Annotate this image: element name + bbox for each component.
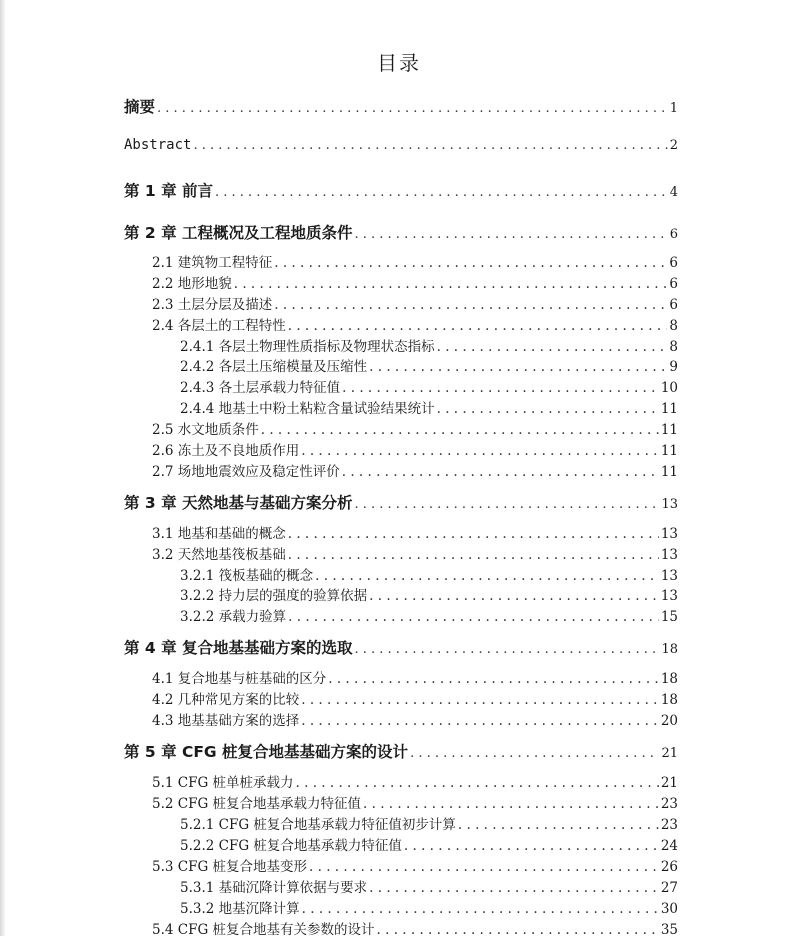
toc-leader-dots: [315, 568, 659, 584]
toc-entry[interactable]: [152, 709, 678, 729]
toc-entry-label: 第 3 章 天然地基与基础方案分析: [124, 494, 353, 512]
toc-entry[interactable]: [152, 314, 678, 334]
toc-entry[interactable]: [152, 522, 678, 542]
toc-entry[interactable]: [180, 876, 678, 896]
toc-entry-label: 2.4.3 各土层承载力特征值: [180, 380, 341, 396]
toc-page-number: 27: [660, 880, 678, 896]
toc-page-number: 2: [669, 138, 678, 153]
toc-entry[interactable]: [124, 95, 678, 117]
toc-leader-dots: [437, 339, 668, 355]
toc-entry[interactable]: [180, 834, 678, 854]
toc-entry-label: 2.4.1 各层土物理性质指标及物理状态指标: [180, 339, 435, 355]
toc-entry[interactable]: [180, 376, 678, 396]
toc-leader-dots: [458, 817, 659, 833]
toc-entry[interactable]: [180, 584, 678, 604]
toc-page-number: 4: [669, 185, 678, 200]
toc-leader-dots: [288, 609, 659, 625]
toc-entry-label: 第 5 章 CFG 桩复合地基基础方案的设计: [124, 743, 409, 761]
toc-page-number: 6: [669, 227, 678, 242]
toc-entry[interactable]: [124, 491, 678, 513]
toc-leader-dots: [328, 671, 659, 687]
toc-entry-label: 3.2 天然地基筏板基础: [152, 547, 286, 563]
toc-entry-label: 3.2.2 承载力验算: [180, 609, 287, 625]
toc-page-number: 24: [660, 838, 678, 854]
toc-entry[interactable]: [152, 855, 678, 875]
toc-entry[interactable]: [180, 813, 678, 833]
toc-entry-label: 2.7 场地地震效应及稳定性评价: [152, 464, 340, 480]
toc-leader-dots: [193, 138, 667, 153]
toc-entry-label: 5.3.1 基础沉降计算依据与要求: [180, 880, 368, 896]
toc-leader-dots: [342, 380, 659, 396]
toc-entry[interactable]: [152, 792, 678, 812]
toc-entry[interactable]: [152, 543, 678, 563]
toc-entry[interactable]: [152, 439, 678, 459]
toc-leader-dots: [342, 464, 659, 480]
toc-entry-label: 第 2 章 工程概况及工程地质条件: [124, 224, 353, 242]
toc-page-number: 23: [660, 817, 678, 833]
toc-page-number: 21: [660, 775, 678, 791]
toc-page-number: 11: [660, 443, 678, 459]
toc-entry[interactable]: [180, 564, 678, 584]
page-title: 目录: [377, 51, 421, 75]
toc-page-number: 23: [660, 796, 678, 812]
toc-leader-dots: [296, 775, 659, 791]
toc-entry[interactable]: [152, 918, 678, 938]
toc-entry[interactable]: [152, 251, 678, 271]
toc-entry-label: 2.4.2 各层土压缩模量及压缩性: [180, 359, 368, 375]
toc-entry[interactable]: [180, 397, 678, 417]
toc-leader-dots: [274, 297, 667, 313]
toc-leader-dots: [234, 276, 668, 292]
toc-page-number: 18: [660, 671, 678, 687]
toc-entry-label: 4.3 地基基础方案的选择: [152, 713, 300, 729]
toc-leader-dots: [288, 547, 659, 563]
toc-leader-dots: [288, 526, 659, 542]
toc-page-number: 11: [660, 422, 678, 438]
toc-leader-dots: [404, 838, 659, 854]
toc-entry[interactable]: [152, 771, 678, 791]
toc-entry[interactable]: [124, 221, 678, 243]
toc-entry-label: 2.1 建筑物工程特征: [152, 255, 273, 271]
toc-entry-label: 2.4.4 地基土中粉土粘粒含量试验结果统计: [180, 401, 435, 417]
toc-page-number: 6: [669, 297, 678, 313]
toc-entry-label: 第 1 章 前言: [124, 182, 213, 200]
toc-entry-label: 3.1 地基和基础的概念: [152, 526, 286, 542]
toc-entry-label: 5.3.2 地基沉降计算: [180, 901, 300, 917]
toc-leader-dots: [302, 901, 659, 917]
toc-page-number: 6: [669, 276, 678, 292]
toc-entry[interactable]: [152, 418, 678, 438]
toc-entry[interactable]: [152, 272, 678, 292]
toc-leader-dots: [354, 497, 659, 512]
toc-leader-dots: [288, 318, 668, 334]
toc-page-number: 18: [660, 692, 678, 708]
toc-entry-label: Abstract: [124, 137, 192, 153]
toc-entry[interactable]: [124, 179, 678, 201]
toc-leader-dots: [301, 443, 659, 459]
toc-page-number: 13: [660, 588, 678, 604]
toc-leader-dots: [274, 255, 667, 271]
toc-page-number: 13: [660, 568, 678, 584]
toc-leader-dots: [369, 588, 659, 604]
toc-page-number: 8: [669, 339, 678, 355]
toc-leader-dots: [354, 227, 667, 242]
toc-entry-label: 2.3 土层分层及描述: [152, 297, 273, 313]
toc-entry-label: 5.2 CFG 桩复合地基承载力特征值: [152, 796, 362, 812]
toc-entry[interactable]: [180, 335, 678, 355]
toc-entry[interactable]: [152, 667, 678, 687]
toc-entry-label: 5.4 CFG 桩复合地基有关参数的设计: [152, 922, 375, 938]
toc-entry[interactable]: [152, 460, 678, 480]
toc-page-number: 15: [660, 609, 678, 625]
toc-leader-dots: [157, 101, 668, 116]
toc-entry[interactable]: [180, 897, 678, 917]
toc-page-number: 21: [661, 746, 678, 761]
toc-leader-dots: [215, 185, 668, 200]
toc-page-number: 30: [660, 901, 678, 917]
toc-page-number: 6: [669, 255, 678, 271]
toc-entry-label: 4.1 复合地基与桩基础的区分: [152, 671, 327, 687]
toc-entry-label: 3.2.1 筏板基础的概念: [180, 568, 314, 584]
toc-leader-dots: [410, 746, 659, 761]
toc-page-number: 20: [660, 713, 678, 729]
toc-entry-label: 5.2.1 CFG 桩复合地基承载力特征值初步计算: [180, 817, 456, 833]
toc-entry[interactable]: [180, 605, 678, 625]
toc-entry-label: 3.2.2 持力层的强度的验算依据: [180, 588, 368, 604]
toc-entry[interactable]: [152, 688, 678, 708]
toc-entry-label: 2.6 冻土及不良地质作用: [152, 443, 300, 459]
toc-entry-label: 4.2 几种常见方案的比较: [152, 692, 300, 708]
toc-leader-dots: [369, 359, 667, 375]
toc-page-number: 13: [661, 497, 678, 512]
toc-entry-label: 2.4 各层土的工程特性: [152, 318, 286, 334]
toc-page-number: 1: [669, 101, 678, 116]
toc-leader-dots: [369, 880, 659, 896]
toc-entry-label: 摘要: [124, 98, 156, 116]
toc-leader-dots: [301, 692, 659, 708]
toc-page-number: 10: [660, 380, 678, 396]
toc-leader-dots: [301, 713, 659, 729]
toc-leader-dots: [437, 401, 659, 417]
toc-page-number: 35: [660, 922, 678, 938]
toc-entry-label: 5.2.2 CFG 桩复合地基承载力特征值: [180, 838, 402, 854]
toc-page-number: 18: [661, 642, 678, 657]
toc-entry-label: 第 4 章 复合地基基础方案的选取: [124, 639, 353, 657]
toc-entry-label: 5.1 CFG 桩单桩承载力: [152, 775, 294, 791]
toc-entry-label: 2.5 水文地质条件: [152, 422, 259, 438]
toc-page-number: 13: [660, 526, 678, 542]
toc-leader-dots: [261, 422, 659, 438]
toc-leader-dots: [309, 859, 659, 875]
toc-leader-dots: [363, 796, 659, 812]
toc-page-number: 13: [660, 547, 678, 563]
toc-entry[interactable]: [152, 293, 678, 313]
toc-leader-dots: [354, 642, 659, 657]
toc-entry-label: 2.2 地形地貌: [152, 276, 232, 292]
toc-page-number: 9: [669, 359, 678, 375]
toc-entry[interactable]: [124, 740, 678, 762]
toc-page-number: 26: [660, 859, 678, 875]
toc-page-number: 11: [660, 464, 678, 480]
toc-page-number: 8: [669, 318, 678, 334]
toc-page-number: 11: [660, 401, 678, 417]
toc-entry[interactable]: [124, 137, 678, 153]
toc-entry-label: 5.3 CFG 桩复合地基变形: [152, 859, 308, 875]
toc-entry[interactable]: [180, 355, 678, 375]
toc-entry[interactable]: [124, 636, 678, 658]
